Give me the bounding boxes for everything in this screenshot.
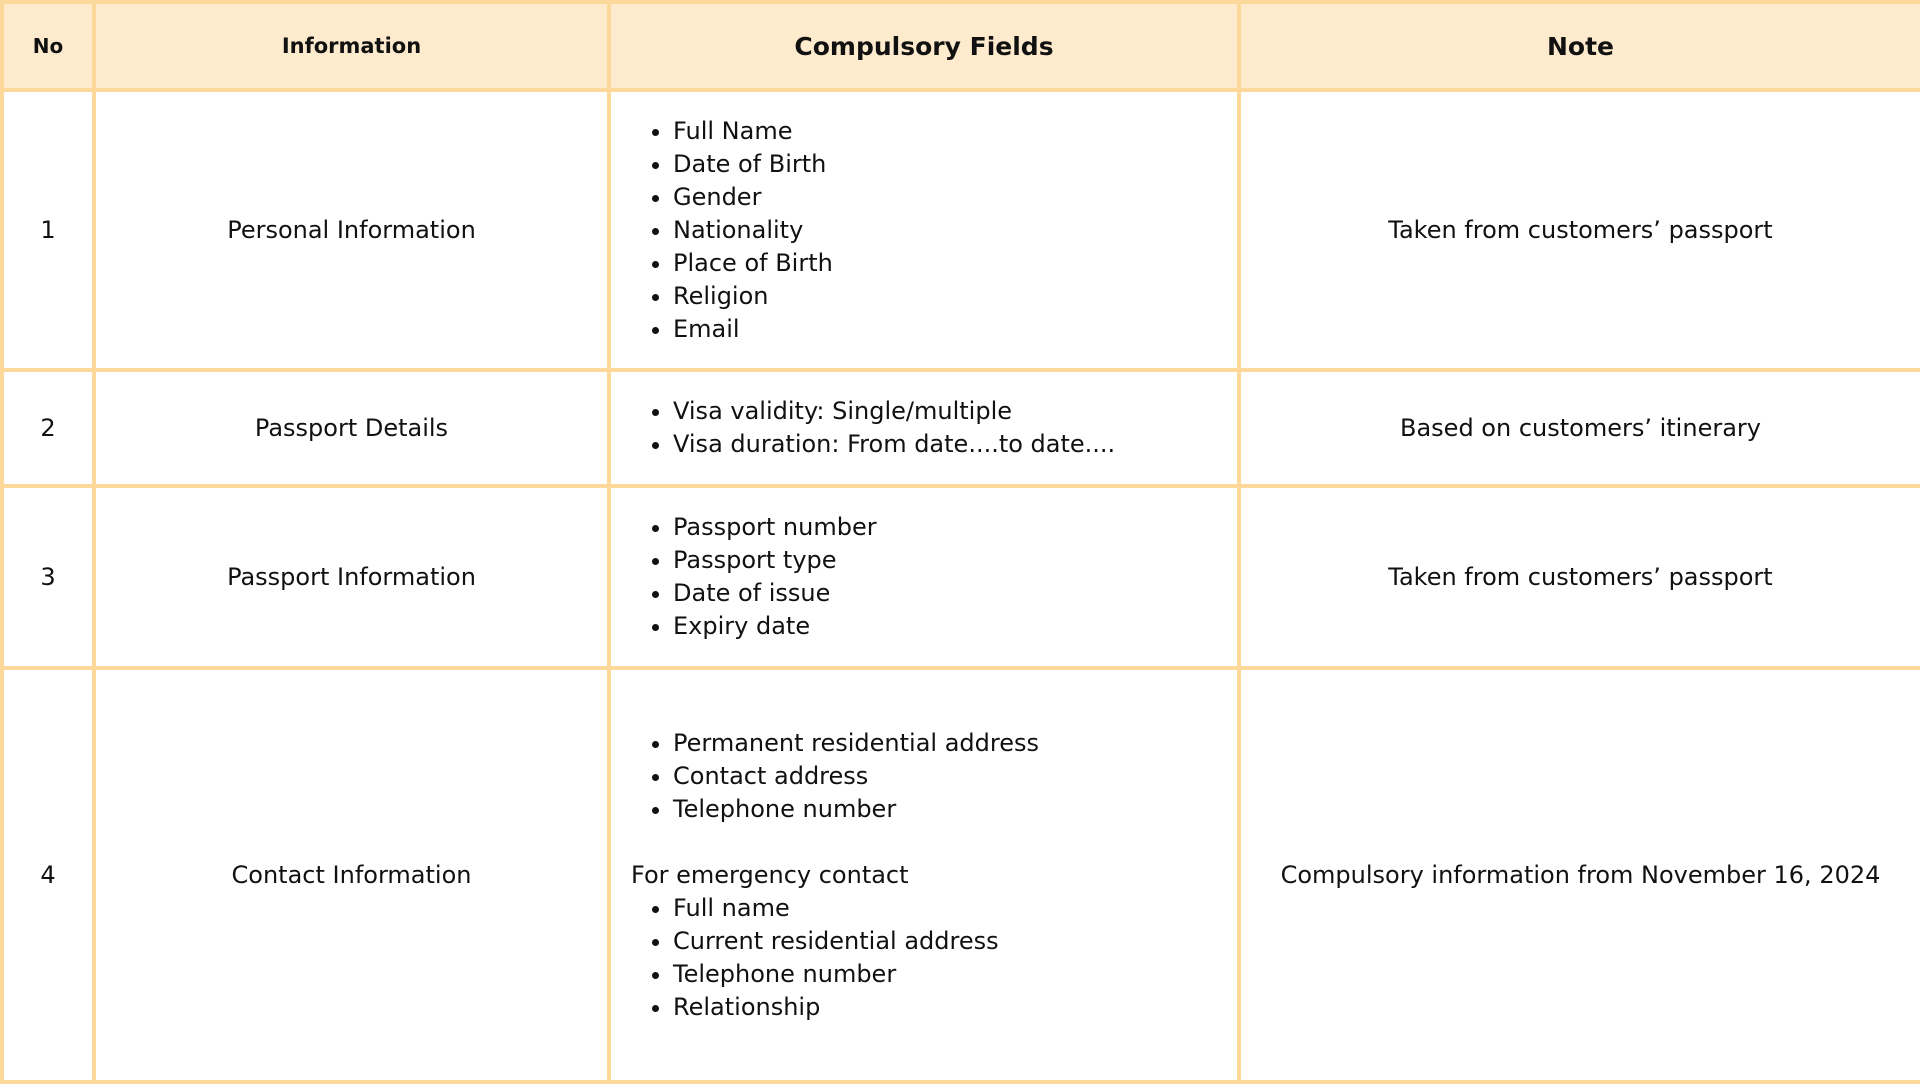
list-item: • Place of Birth — [673, 247, 1217, 280]
list-item: • Date of Birth — [673, 148, 1217, 181]
row-fields — [609, 370, 1239, 486]
row-number: 3 — [2, 486, 94, 668]
list-item: • Expiry date — [673, 610, 1217, 643]
row-fields — [609, 90, 1239, 370]
list-item: • Contact address — [673, 760, 1217, 793]
list-item: • Gender — [673, 181, 1217, 214]
row-number: 4 — [2, 668, 94, 1082]
table-row — [2, 486, 1920, 668]
row-note: Taken from customers’ passport — [1239, 90, 1920, 370]
fields-list — [631, 511, 1217, 643]
row-note: Based on customers’ itinerary — [1239, 370, 1920, 486]
header-row — [2, 2, 1920, 90]
row-number: 1 — [2, 90, 94, 370]
row-number: 2 — [2, 370, 94, 486]
list-item: • Visa duration: From date....to date.... — [673, 428, 1217, 461]
header-note: Note — [1239, 2, 1920, 90]
fields-list — [631, 395, 1217, 461]
header-no: No — [2, 2, 94, 90]
table-row — [2, 370, 1920, 486]
header-information: Information — [94, 2, 609, 90]
list-item: • Telephone number — [673, 958, 1217, 991]
list-item: • Telephone number — [673, 793, 1217, 826]
row-note: Taken from customers’ passport — [1239, 486, 1920, 668]
list-item: • Email — [673, 313, 1217, 346]
list-item: • Religion — [673, 280, 1217, 313]
row-note: Compulsory information from November 16, 2024 — [1239, 668, 1920, 1082]
emergency-fields-list — [631, 892, 1217, 1024]
fields-list — [631, 727, 1217, 826]
list-item: • Full Name — [673, 115, 1217, 148]
list-item: • Full name — [673, 892, 1217, 925]
list-item: • Passport number — [673, 511, 1217, 544]
fields-list — [631, 115, 1217, 346]
list-item: • Passport type — [673, 544, 1217, 577]
list-item: • Nationality — [673, 214, 1217, 247]
list-item: • Current residential address — [673, 925, 1217, 958]
row-information: Personal Information — [94, 90, 609, 370]
row-information: Passport Information — [94, 486, 609, 668]
table-row — [2, 668, 1920, 1082]
row-fields — [609, 668, 1239, 1082]
table-row — [2, 90, 1920, 370]
list-item: • Visa validity: Single/multiple — [673, 395, 1217, 428]
row-information: Contact Information — [94, 668, 609, 1082]
header-compulsory-fields: Compulsory Fields — [609, 2, 1239, 90]
emergency-contact-heading: For emergency contact — [631, 860, 909, 889]
row-information: Passport Details — [94, 370, 609, 486]
row-fields — [609, 486, 1239, 668]
list-item: • Permanent residential address — [673, 727, 1217, 760]
list-item: • Relationship — [673, 991, 1217, 1024]
list-item: • Date of issue — [673, 577, 1217, 610]
